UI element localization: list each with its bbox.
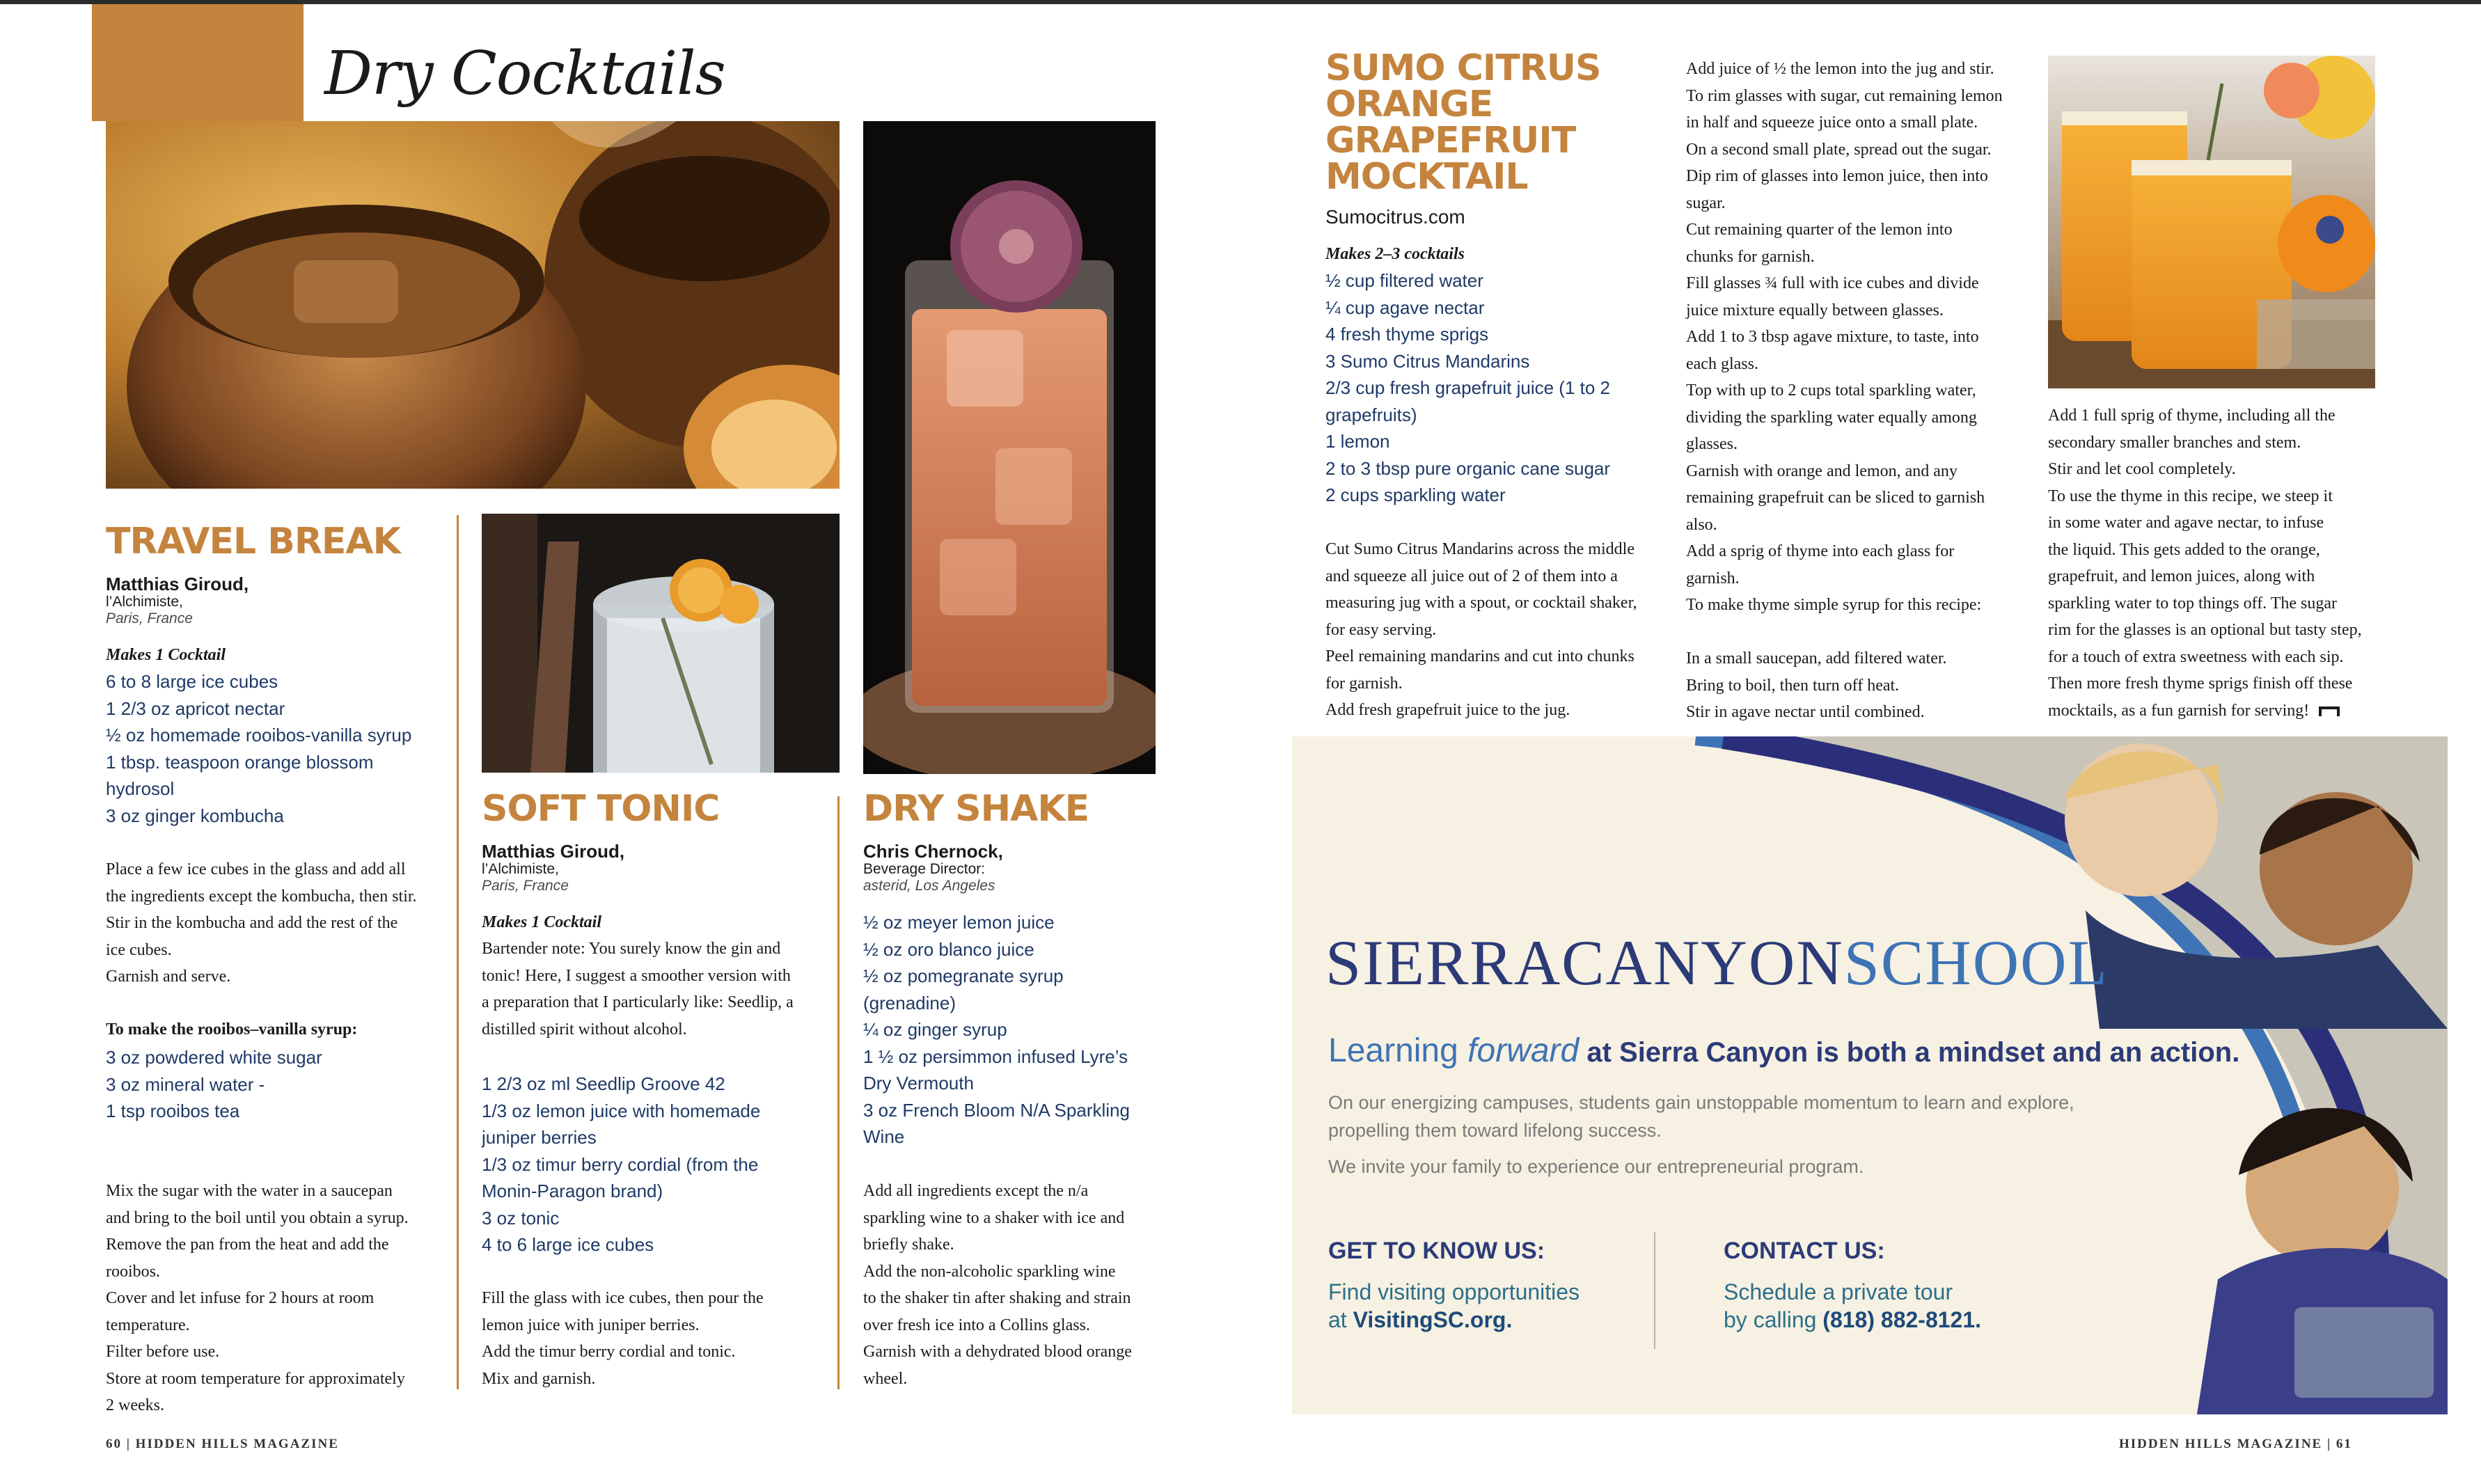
dry-shake-photo: [863, 121, 1156, 774]
ad-divider: [1654, 1232, 1655, 1349]
travel-break-method: [106, 856, 454, 990]
text-line: for garnish.: [1325, 674, 1403, 693]
text-line: In a small saucepan, add filtered water.: [1686, 649, 1947, 668]
list-item: ½ oz oro blanco juice: [863, 938, 1034, 960]
text-line: Fill the glass with ice cubes, then pour the: [482, 1289, 764, 1307]
sierra-canyon-ad[interactable]: [1292, 736, 2448, 1414]
visiting-link[interactable]: VisitingSC.org.: [1353, 1307, 1513, 1332]
travel-break-title: TRAVEL BREAK: [106, 521, 400, 562]
text-line: To use the thyme in this recipe, we steep it: [2048, 487, 2333, 505]
list-item: 3 oz tonic: [482, 1207, 560, 1229]
text-line: Mix the sugar with the water in a saucepan: [106, 1182, 393, 1200]
text-line: Add 1 full sprig of thyme, including all the: [2048, 406, 2336, 425]
text-line: the liquid. This gets added to the orange,: [2048, 540, 2320, 559]
text-line: sparkling wine to a shaker with ice and: [863, 1208, 1125, 1227]
list-item: ½ oz homemade rooibos-vanilla syrup: [106, 725, 412, 745]
ad-get-to-know-heading: GET TO KNOW US:: [1328, 1238, 1545, 1264]
list-item: 3 oz ginger kombucha: [106, 805, 284, 826]
soft-tonic-author: Matthias Giroud,: [482, 841, 625, 862]
tag-part: at Sierra Canyon is both a mindset and an action.: [1579, 1037, 2240, 1068]
text-line: propelling them toward lifelong success.: [1328, 1120, 1662, 1141]
text-line: to the shaker tin after shaking and strain: [863, 1289, 1131, 1307]
list-item: 4 fresh thyme sprigs: [1325, 324, 1489, 345]
list-item: 1 tbsp. teaspoon orange blossom: [106, 751, 374, 773]
text-line: glasses.: [1686, 435, 1738, 453]
sumo-method-c: [2048, 402, 2375, 724]
text-line: also.: [1686, 515, 1717, 534]
text-line: [1724, 1306, 1981, 1334]
sumo-title: [1325, 47, 1601, 198]
list-item: 3 oz mineral water -: [106, 1073, 265, 1095]
text-line: Peel remaining mandarins and cut into chunks: [1325, 647, 1635, 665]
text-line: Cut Sumo Citrus Mandarins across the middle: [1325, 540, 1635, 558]
logo-part: SCHOOL: [1843, 927, 2109, 998]
list-item: 1 ½ oz persimmon infused Lyre’s: [863, 1045, 1128, 1067]
text-line: grapefruit, and lemon juices, along with: [2048, 567, 2315, 585]
phone-link[interactable]: (818) 882-8121.: [1822, 1307, 1982, 1332]
text-line: chunks for garnish.: [1686, 247, 1815, 266]
ad-logo[interactable]: [1325, 926, 2109, 1000]
text-line: lemon juice with juniper berries.: [482, 1316, 700, 1334]
list-item: Wine: [863, 1126, 905, 1147]
title-line: SUMO CITRUS: [1325, 47, 1601, 89]
text-line: and bring to the boil until you obtain a syrup.: [106, 1208, 409, 1227]
logo-part: SIERRA: [1325, 927, 1562, 998]
list-item: hydrosol: [106, 778, 175, 799]
text-line: rooibos.: [106, 1262, 160, 1281]
dry-shake-method: [863, 1178, 1169, 1392]
list-item: Dry Vermouth: [863, 1073, 974, 1094]
dry-shake-title: DRY SHAKE: [863, 788, 1089, 830]
dry-shake-role: Beverage Director:: [863, 861, 986, 877]
page-top-edge: [0, 0, 2481, 4]
text-line: Stir and let cool completely.: [2048, 460, 2236, 478]
soft-tonic-makes: Makes 1 Cocktail: [482, 913, 601, 931]
logo-part: CANYON: [1561, 927, 1844, 998]
sumo-ingredients: [1325, 267, 1673, 509]
text-line: Filter before use.: [106, 1343, 220, 1361]
ad-tagline: [1328, 1032, 2239, 1070]
list-item: ½ oz meyer lemon juice: [863, 912, 1055, 933]
text-line: ice cubes.: [106, 940, 172, 959]
text-line: Schedule a private tour: [1724, 1279, 1953, 1304]
list-item: ½ cup filtered water: [1325, 270, 1483, 291]
list-item: ½ oz pomegranate syrup: [863, 965, 1064, 986]
section-title: Dry Cocktails: [324, 39, 725, 109]
text-line: garnish.: [1686, 569, 1740, 587]
text-span: by calling: [1724, 1307, 1823, 1332]
list-item: juniper berries: [482, 1127, 597, 1148]
ad-get-to-know-text: [1328, 1278, 1580, 1334]
text-line: sparkling water to top things off. The sugar: [2048, 594, 2338, 613]
text-line: dividing the sparkling water equally among: [1686, 408, 1977, 427]
list-item: ¼ oz ginger syrup: [863, 1019, 1007, 1040]
text-line: We invite your family to experience our entrepreneurial program.: [1328, 1156, 1864, 1177]
dry-shake-location: asterid, Los Angeles: [863, 878, 995, 894]
list-item: 1/3 oz lemon juice with homemade: [482, 1100, 761, 1121]
sumo-source: Sumocitrus.com: [1325, 206, 1465, 228]
text-line: each glass.: [1686, 354, 1758, 373]
title-line: MOCKTAIL: [1325, 156, 1528, 198]
travel-break-author: Matthias Giroud,: [106, 574, 249, 594]
text-line: wheel.: [863, 1369, 908, 1388]
text-line: On a second small plate, spread out the sugar.: [1686, 140, 1992, 159]
column-rule: [457, 515, 459, 1389]
text-line: for easy serving.: [1325, 620, 1437, 639]
text-line: On our energizing campuses, students gain unstoppable momentum to learn and explore,: [1328, 1092, 2074, 1113]
list-item: 2/3 cup fresh grapefruit juice (1 to 2: [1325, 377, 1611, 398]
folio-left: 60 | HIDDEN HILLS MAGAZINE: [106, 1437, 339, 1451]
soft-tonic-title: SOFT TONIC: [482, 788, 720, 830]
text-line: Bring to boil, then turn off heat.: [1686, 676, 1900, 695]
list-item: 1 tsp rooibos tea: [106, 1100, 240, 1121]
text-line: Garnish with orange and lemon, and any: [1686, 461, 1958, 480]
section-tab: [92, 4, 304, 121]
text-line: [2048, 697, 2375, 725]
title-line: ORANGE: [1325, 84, 1493, 125]
list-item: 1 2/3 oz apricot nectar: [106, 697, 285, 719]
list-item: 1 lemon: [1325, 431, 1390, 452]
soft-tonic-method: [482, 1285, 830, 1392]
soft-tonic-location: Paris, France: [482, 878, 569, 894]
folio-right: HIDDEN HILLS MAGAZINE | 61: [2119, 1437, 2352, 1451]
text-line: tonic! Here, I suggest a smoother version with: [482, 966, 791, 985]
text-line: [1328, 1306, 1580, 1334]
list-item: (grenadine): [863, 992, 956, 1013]
text-line: Stir in the kombucha and add the rest of the: [106, 914, 398, 932]
text-line: [1686, 619, 2017, 646]
text-line: over fresh ice into a Collins glass.: [863, 1316, 1090, 1334]
column-rule: [837, 796, 840, 1389]
text-line: briefly shake.: [863, 1236, 954, 1254]
end-mark-icon: [2319, 707, 2340, 716]
text-line: rim for the glasses is an optional but tasty step,: [2048, 621, 2362, 639]
list-item: 1/3 oz timur berry cordial (from the: [482, 1153, 759, 1175]
text-line: Add fresh grapefruit juice to the jug.: [1325, 701, 1570, 719]
travel-break-location: Paris, France: [106, 610, 193, 626]
title-line: GRAPEFRUIT: [1325, 120, 1576, 161]
soft-tonic-venue: l’Alchimiste,: [482, 861, 559, 877]
text-line: for a touch of extra sweetness with each sip.: [2048, 647, 2344, 666]
list-item: 4 to 6 large ice cubes: [482, 1234, 654, 1255]
text-line: the ingredients except the kombucha, then stir.: [106, 887, 417, 906]
text-span: at: [1328, 1307, 1353, 1332]
sumo-method-b: [1686, 56, 2017, 726]
text-line: Top with up to 2 cups total sparkling water,: [1686, 381, 1976, 400]
text-line: a preparation that I particularly like: Seedlip, a: [482, 993, 794, 1011]
travel-break-syrup-ingredients: [106, 1044, 454, 1125]
list-item: 3 oz French Bloom N/A Sparkling: [863, 1099, 1130, 1121]
list-item: grapefruits): [1325, 404, 1417, 425]
travel-break-syrup-heading: To make the rooibos–vanilla syrup:: [106, 1020, 358, 1039]
travel-break-ingredients: [106, 668, 454, 829]
text-line: secondary smaller branches and stem.: [2048, 433, 2301, 452]
dry-shake-author: Chris Chernock,: [863, 841, 1003, 862]
travel-break-photo: [106, 121, 840, 489]
text-line: in some water and agave nectar, to infuse: [2048, 514, 2324, 532]
sumo-method-a: [1325, 536, 1656, 724]
list-item: 6 to 8 large ice cubes: [106, 671, 278, 692]
text-line: Add a sprig of thyme into each glass for: [1686, 542, 1955, 560]
list-item: 3 Sumo Citrus Mandarins: [1325, 350, 1530, 372]
text-line: Bartender note: You surely know the gin and: [482, 940, 781, 958]
text-line: Then more fresh thyme sprigs finish off these: [2048, 674, 2353, 693]
text-line: Find visiting opportunities: [1328, 1279, 1580, 1304]
text-line: Fill glasses ¾ full with ice cubes and divide: [1686, 274, 1979, 292]
text-line: remaining grapefruit can be sliced to garnish: [1686, 489, 1985, 507]
soft-tonic-ingredients: [482, 1071, 830, 1258]
list-item: 2 cups sparkling water: [1325, 484, 1506, 505]
ad-contact-heading: CONTACT US:: [1724, 1238, 1885, 1264]
text-line: Garnish with a dehydrated blood orange: [863, 1343, 1132, 1361]
travel-break-venue: l’Alchimiste,: [106, 594, 183, 610]
text-line: Stir in agave nectar until combined.: [1686, 703, 1925, 721]
ad-contact-text: [1724, 1278, 1981, 1334]
text-line: distilled spirit without alcohol.: [482, 1020, 687, 1039]
text-line: 2 weeks.: [106, 1396, 164, 1414]
travel-break-makes: Makes 1 Cocktail: [106, 646, 226, 664]
text-line: Store at room temperature for approximately: [106, 1369, 405, 1388]
text-line: measuring jug with a spout, or cocktail shaker,: [1325, 594, 1637, 612]
text-line: juice mixture equally between glasses.: [1686, 301, 1944, 319]
tag-part: Learning: [1328, 1032, 1468, 1069]
text-line: Add all ingredients except the n/a: [863, 1182, 1089, 1200]
list-item: ¼ cup agave nectar: [1325, 297, 1485, 318]
text-line: Garnish and serve.: [106, 968, 231, 986]
text-line: temperature.: [106, 1316, 190, 1334]
text-line: To rim glasses with sugar, cut remaining lemon: [1686, 86, 2003, 105]
text-span: mocktails, as a fun garnish for serving!: [2048, 701, 2310, 720]
sumo-makes: Makes 2–3 cocktails: [1325, 245, 1465, 263]
sumo-mocktail-photo: [2048, 56, 2375, 388]
text-line: Dip rim of glasses into lemon juice, then into: [1686, 167, 1988, 185]
text-line: Add juice of ½ the lemon into the jug and stir.: [1686, 60, 1994, 78]
tag-part: forward: [1467, 1032, 1580, 1069]
soft-tonic-photo: [482, 514, 840, 773]
ad-description: [1328, 1089, 2094, 1181]
list-item: 1 2/3 oz ml Seedlip Groove 42: [482, 1073, 725, 1094]
text-line: Mix and garnish.: [482, 1369, 596, 1388]
text-line: Cover and let infuse for 2 hours at room: [106, 1289, 375, 1307]
text-line: and squeeze all juice out of 2 of them into a: [1325, 567, 1618, 585]
text-line: sugar.: [1686, 194, 1726, 212]
text-line: Add the non-alcoholic sparkling wine: [863, 1262, 1116, 1281]
list-item: 3 oz powdered white sugar: [106, 1047, 322, 1068]
list-item: 2 to 3 tbsp pure organic cane sugar: [1325, 457, 1611, 479]
text-line: in half and squeeze juice onto a small plate.: [1686, 113, 1978, 132]
text-line: Add the timur berry cordial and tonic.: [482, 1343, 736, 1361]
travel-break-syrup-method: [106, 1178, 454, 1419]
text-line: Remove the pan from the heat and add the: [106, 1236, 389, 1254]
list-item: Monin-Paragon brand): [482, 1181, 663, 1201]
dry-shake-ingredients: [863, 909, 1169, 1151]
text-line: Add 1 to 3 tbsp agave mixture, to taste, into: [1686, 328, 1979, 346]
soft-tonic-note: [482, 936, 830, 1043]
text-line: Place a few ice cubes in the glass and add all: [106, 860, 406, 878]
text-line: To make thyme simple syrup for this recipe:: [1686, 596, 1982, 614]
text-line: Cut remaining quarter of the lemon into: [1686, 221, 1953, 239]
